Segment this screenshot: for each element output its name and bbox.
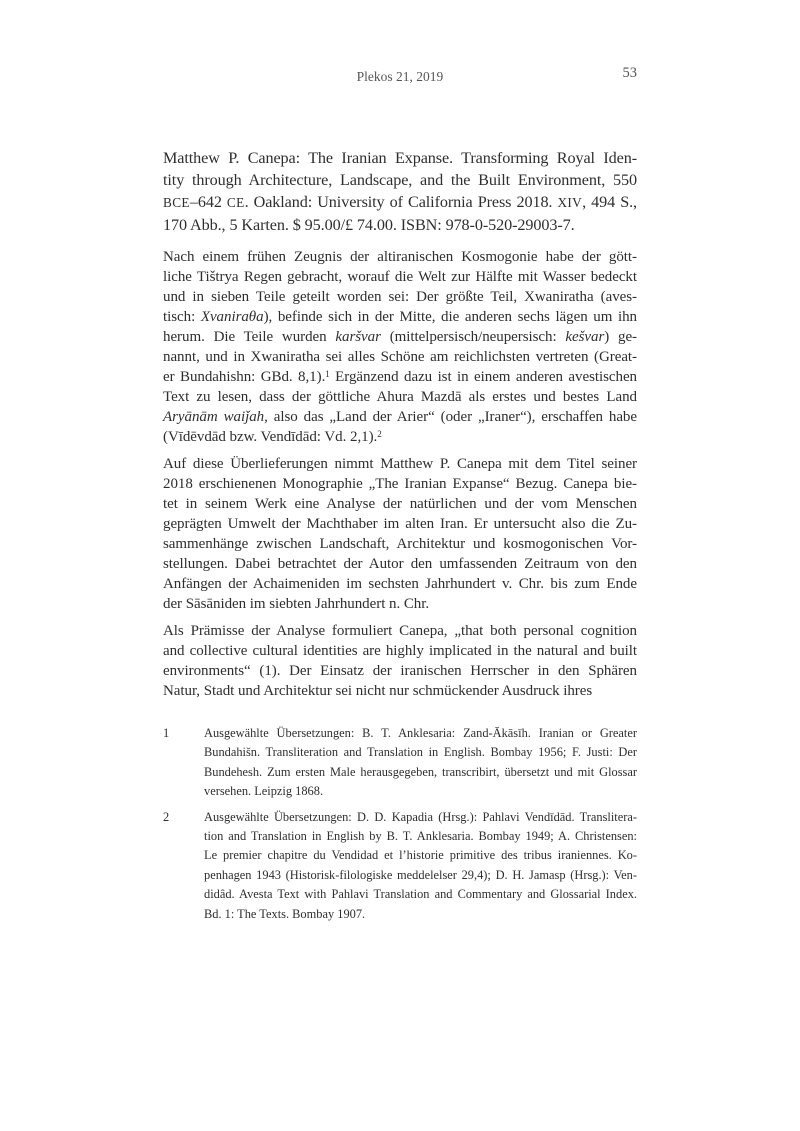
text-line: Aryānām waiǰah, also das „Land der Arier“ (oder „Iraner“), erschaffen habe: [163, 409, 637, 425]
text-line: er Bundahishn: GBd. 8,1).$^1$ Ergänzend dazu ist in einem anderen avestischen: [163, 368, 637, 385]
text-line: and collective cultural identities are highly implicated in the natural and built: [163, 643, 637, 659]
text-line: der Sāsāniden im siebten Jahrhundert n. Chr.: [163, 596, 430, 612]
text-line: Le premier chapitre du Vendidad et l’historie primitive des tribus iraniennes. Ko-: [204, 848, 637, 863]
text-line: environments“ (1). Der Einsatz der iranischen Herrscher in den Sphären: [163, 663, 637, 679]
text-line: Ausgewählte Übersetzungen: B. T. Anklesaria: Zand-Ākāsīh. Iranian or Greater: [204, 726, 637, 740]
text-line: BCE–642 CE. Oakland: University of California Press 2018. XIV, 494 S.,: [163, 193, 637, 211]
text-line: Natur, Stadt und Architektur sei nicht nur schmückender Ausdruck ihres: [163, 683, 593, 699]
footnotes: [163, 724, 637, 930]
page-number: 53: [622, 65, 637, 81]
text-line: geprägten Umwelt der Machthaber im alten Iran. Er untersucht also die Zu-: [163, 516, 637, 532]
text-line: 170 Abb., 5 Karten. $ 95.00/£ 74.00. ISBN: 978-0-520-29003-7.: [163, 216, 575, 234]
text-line: versehen. Leipzig 1868.: [204, 784, 324, 799]
text-line: Anfängen der Achaimeniden im sechsten Jahrhundert v. Chr. bis zum Ende: [163, 576, 637, 592]
text-line: tet in seinem Werk eine Analyse der natürlichen und der vom Menschen: [163, 496, 637, 512]
text-line: didâd. Avesta Text with Pahlavi Translation and Commentary and Glossarial Index.: [204, 887, 637, 902]
text-line: tisch: Xvaniraθa), befinde sich in der Mitte, die anderen sechs lägen um ihn: [163, 309, 637, 325]
review-paragraph-1: [163, 247, 637, 447]
text-line: (Vīdēvdād bzw. Vendīdād: Vd. 2,1).$^2$: [163, 428, 382, 445]
review-body: [163, 247, 637, 701]
text-line: tion and Translation in English by B. T. Anklesaria. Bombay 1949; A. Christensen:: [204, 829, 637, 844]
footnote-text: [204, 724, 637, 802]
text-line: liche Tištrya Regen gebracht, worauf die Welt zur Hälfte mit Wasser bedeckt: [163, 269, 637, 285]
text-line: Auf diese Überlieferungen nimmt Matthew P. Canepa mit dem Titel seiner: [163, 456, 637, 472]
journal-title: Plekos 21, 2019: [356, 69, 444, 84]
text-line: stellungen. Dabei betrachtet der Autor den umfassenden Zeitraum von den: [163, 556, 637, 572]
text-line: Text zu lesen, dass der göttliche Ahura Mazdā als erstes und bestes Land: [163, 389, 637, 405]
text-line: Als Prämisse der Analyse formuliert Canepa, „that both personal cognition: [163, 623, 637, 639]
footnote-number: 2: [163, 809, 170, 824]
review-paragraph-2: [163, 454, 637, 614]
review-paragraph-3: [163, 621, 637, 701]
footnote-text: [204, 808, 637, 924]
text-line: Nach einem frühen Zeugnis der altiranischen Kosmogonie habe der gött-: [163, 249, 637, 265]
text-line: herum. Die Teile wurden karšvar (mittelpersisch/neupersisch: kešvar) ge-: [163, 329, 637, 345]
text-line: tity through Architecture, Landscape, and the Built Environment, 550: [163, 171, 637, 189]
text-line: Bundahišn. Transliteration and Translation in English. Bombay 1956; F. Justi: Der: [204, 745, 637, 760]
footnote-2: [163, 808, 637, 924]
text-line: Bd. 1: The Texts. Bombay 1907.: [204, 906, 366, 921]
text-line: penhagen 1943 (Historisk-filologiske meddelelser 29,4); D. H. Jamasp (Hrsg.): Ven-: [204, 867, 637, 882]
text-line: sammenhänge zwischen Landschaft, Architektur und kosmogonischen Vor-: [163, 536, 637, 552]
text-line: 2018 erschienenen Monographie „The Iranian Expanse“ Bezug. Canepa bie-: [163, 476, 637, 492]
text-line: und in sieben Teile geteilt worden sei: Der größte Teil, Xwaniratha (aves-: [163, 289, 637, 305]
footnote-1: [163, 724, 637, 802]
footnote-number: 1: [163, 726, 170, 740]
text-line: Ausgewählte Übersetzungen: D. D. Kapadia (Hrsg.): Pahlavi Vendīdād. Translitera-: [204, 809, 637, 824]
book-citation: [163, 147, 637, 236]
text-line: nannt, und in Xwaniratha sei alles Schöne am reichlichsten vertreten (Great-: [163, 349, 637, 365]
text-line: Matthew P. Canepa: The Iranian Expanse. Transforming Royal Iden-: [163, 149, 637, 167]
text-line: Bundehesh. Zum ersten Male herausgegeben, transcribirt, übersetzt und mit Glossar: [204, 764, 637, 779]
running-head: [163, 65, 637, 85]
